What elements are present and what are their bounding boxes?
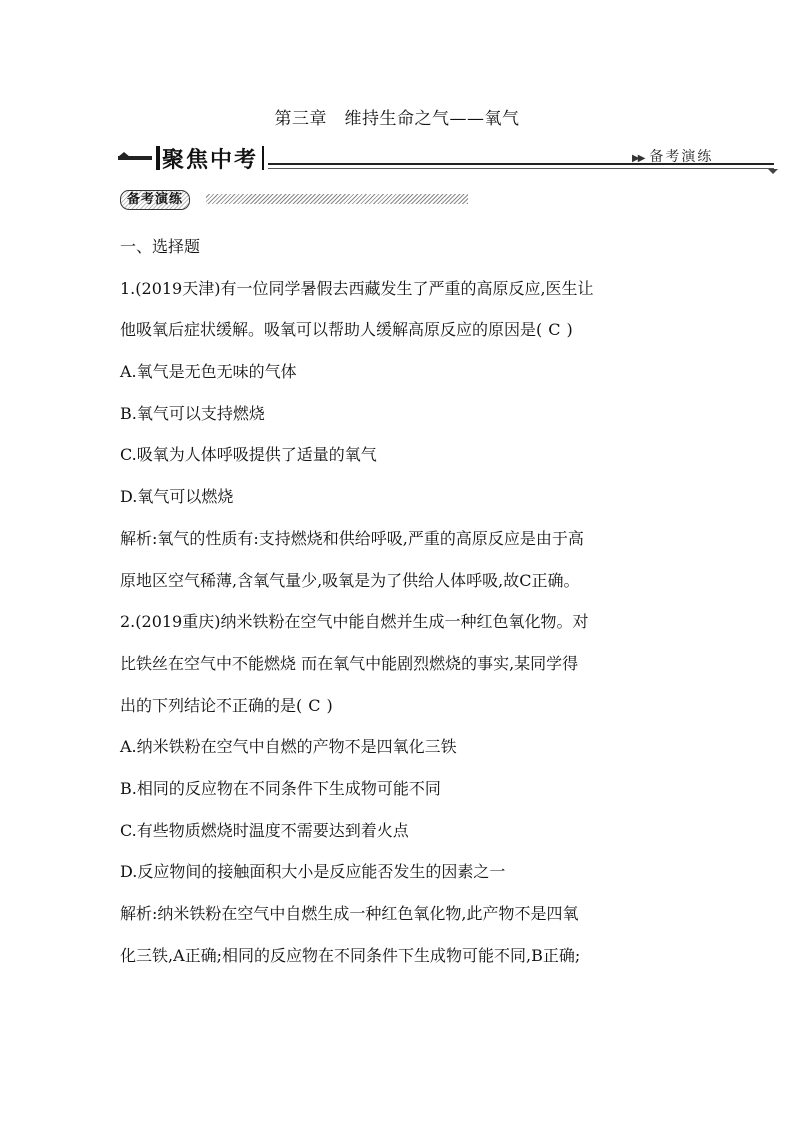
q1-stem-line xyxy=(120,309,680,351)
q2-stem-line xyxy=(120,685,680,727)
q1-paren-close: ) xyxy=(566,320,573,340)
banner-end-triangle-icon xyxy=(768,169,778,174)
q1-option-b: B.氧气可以支持燃烧 xyxy=(120,403,265,423)
q1-answer: C xyxy=(548,320,561,340)
double-arrow-icon: ▶▶ xyxy=(632,153,644,164)
q2-option-b: B.相同的反应物在不同条件下生成物可能不同 xyxy=(120,778,441,798)
chapter-title: 第三章 维持生命之气——氧气 xyxy=(274,109,520,129)
q1-option-a: A.氧气是无色无味的气体 xyxy=(120,362,297,382)
banner-rule xyxy=(268,168,774,169)
banner-right-label xyxy=(632,146,713,166)
q2-stem-text: 出的下列结论不正确的是( xyxy=(120,695,303,715)
q1-option-c: C.吸氧为人体呼吸提供了适量的氧气 xyxy=(120,445,377,465)
q1-option-d: D.氧气可以燃烧 xyxy=(120,487,234,507)
subsection-hatch xyxy=(206,194,468,204)
subsection-header xyxy=(120,190,470,208)
q1-stem-text: 他吸氧后症状缓解。吸氧可以帮助人缓解高原反应的原因是( xyxy=(120,320,543,340)
document-body xyxy=(120,226,680,976)
section-heading: 一、选择题 xyxy=(120,237,201,256)
q2-option-d: D.反应物间的接触面积大小是反应能否发生的因素之一 xyxy=(120,862,506,882)
q2-stem-line: 比铁丝在空气中不能燃烧 而在氧气中能剧烈燃烧的事实,某同学得 xyxy=(120,653,579,673)
q2-option-a: A.纳米铁粉在空气中自燃的产物不是四氧化三铁 xyxy=(120,737,457,757)
banner-bar xyxy=(262,146,264,170)
q2-analysis-line: 化三铁,A正确;相同的反应物在不同条件下生成物可能不同,B正确; xyxy=(120,945,581,965)
q2-analysis-line: 解析:纳米铁粉在空气中自燃生成一种红色氧化物,此产物不是四氧 xyxy=(120,904,579,923)
banner-title: 聚焦中考 xyxy=(162,148,259,173)
subsection-badge: 备考演练 xyxy=(120,190,190,210)
banner-bar xyxy=(156,146,160,170)
banner-right-text: 备考演练 xyxy=(649,149,714,165)
q2-option-c: C.有些物质燃烧时温度不需要达到着火点 xyxy=(120,820,409,840)
section-banner xyxy=(118,143,778,177)
q1-analysis-line: 原地区空气稀薄,含氧气量少,吸氧是为了供给人体呼吸,故C正确。 xyxy=(120,570,580,590)
q2-stem-line: 2.(2019重庆)纳米铁粉在空气中能自燃并生成一种红色氧化物。对 xyxy=(120,612,589,632)
q1-stem-line: 1.(2019天津)有一位同学暑假去西藏发生了严重的高原反应,医生让 xyxy=(120,278,594,298)
banner-dash xyxy=(118,156,152,160)
q2-paren-close: ) xyxy=(326,695,333,715)
q2-answer: C xyxy=(308,695,321,715)
q1-analysis-line: 解析:氧气的性质有:支持燃烧和供给呼吸,严重的高原反应是由于高 xyxy=(120,528,584,548)
